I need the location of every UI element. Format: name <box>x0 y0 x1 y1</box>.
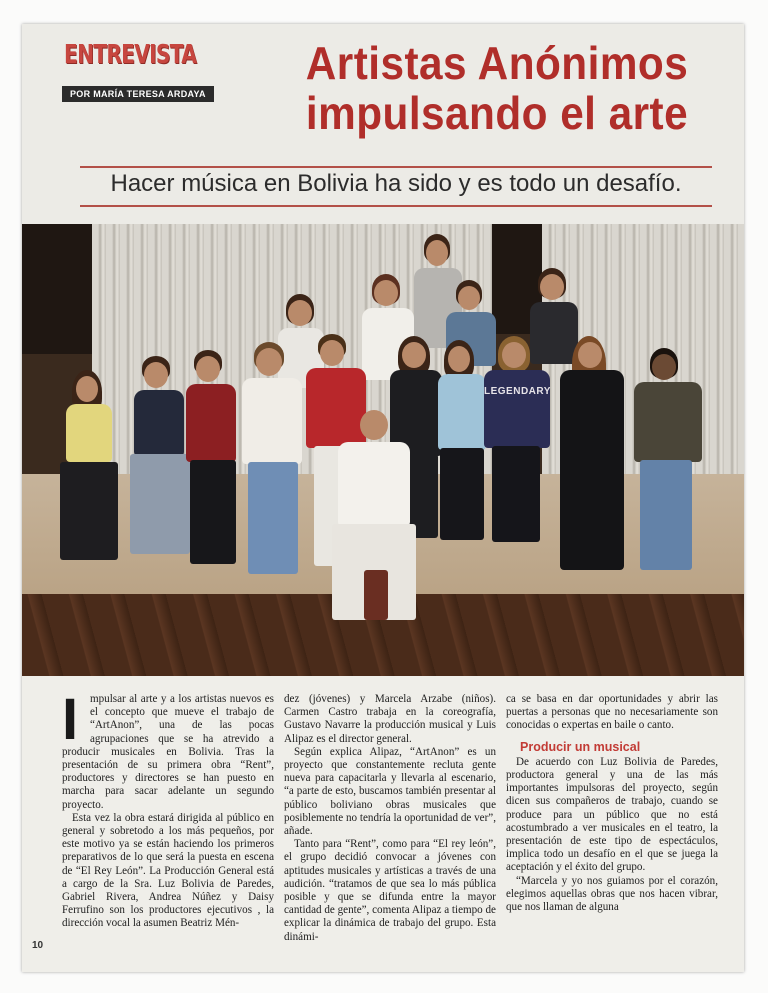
section-tag: ENTREVISTA <box>64 40 197 70</box>
paragraph: Tanto para “Rent”, como para “El rey león”, el grupo decidió convocar a jóvenes con aptitudes musicales y artísticas a través de una audición. “tratamos de que sea lo más pública posible y que se difunda entre la mayor cantidad de gente”, comenta Alipaz a tiempo de explicar la dinámica de trabajo del grupo. Esta dinámi- <box>284 838 496 943</box>
section-heading: Producir un musical <box>520 739 641 754</box>
page-number: 10 <box>32 940 44 951</box>
headline: Artistas Anónimos impulsando el arte <box>305 37 689 139</box>
article-column-3 <box>506 693 718 914</box>
group-photo <box>22 224 744 676</box>
magazine-page <box>22 24 744 972</box>
article-column-1 <box>62 687 274 931</box>
paragraph: dez (jóvenes) y Marcela Arzabe (niños). Carmen Castro trabaja en la coreografía, Gustavo Navarre la producción musical y Luis Alipaz es el director general. <box>284 693 496 745</box>
divider-top <box>80 166 712 168</box>
paragraph: I mpulsar al arte y a los artistas nuevos es el concepto que mueve el trabajo de “ArtAnon”, una de las pocas agrupaciones que se ha atrevido a producir musicales en Bolivia. Tras la presentación de su primera obra “Rent”, productores y directores se han puesto en marcha para sacar adelante un segundo proyecto. <box>62 687 274 811</box>
shirt-print: LEGENDARY <box>484 386 551 397</box>
byline: POR MARÍA TERESA ARDAYA <box>62 86 214 102</box>
article-column-2 <box>284 693 496 944</box>
paragraph: De acuerdo con Luz Bolivia de Paredes, productora general y una de las más importantes impulsoras del proyecto, según dicen sus compañeros de trabajo, cuando se produce para un público que no está acostumbrado a ver musicales en el teatro, la presentación de este tipo de espectáculos, implica todo un desafío en el que se juega la aceptación y el éxito del grupo. <box>506 755 718 874</box>
paragraph: “Marcela y yo nos guiamos por el corazón, elegimos aquellas obras que nos hacen vibrar, que nos llaman de alguna <box>506 874 718 914</box>
photo-wall <box>22 224 92 354</box>
article-body <box>62 687 722 965</box>
subhead: Hacer música en Bolivia ha sido y es todo un desafío. <box>110 170 682 197</box>
paragraph: Según explica Alipaz, “ArtAnon” es un proyecto que constantemente recluta gente nueva para capacitarla y llevarla al escenario, “a parte de esto, buscamos también presentar al público boliviano obras musicales que posiblemente no tendría la oportunidad de ver”, añade. <box>284 745 496 838</box>
paragraph: ca se basa en dar oportunidades y abrir las puertas a personas que no necesariamente son conocidas o expertas en baile o canto. <box>506 693 718 732</box>
drop-cap: I <box>62 687 79 752</box>
paragraph: Esta vez la obra estará dirigida al público en general y sobretodo a los más pequeños, por este motivo ya se están haciendo los primeros preparativos de lo que será la puesta en escena de “El Rey León”. La Producción General está a cargo de la Sra. Luz Bolivia de Paredes, Gabriel Rivera, Andrea Núñez y Daisy Ferrufino son los productores ejecutivos , la dirección vocal la asumen Beatriz Mén- <box>62 811 274 930</box>
divider-bottom <box>80 205 712 207</box>
article-header <box>22 24 744 224</box>
